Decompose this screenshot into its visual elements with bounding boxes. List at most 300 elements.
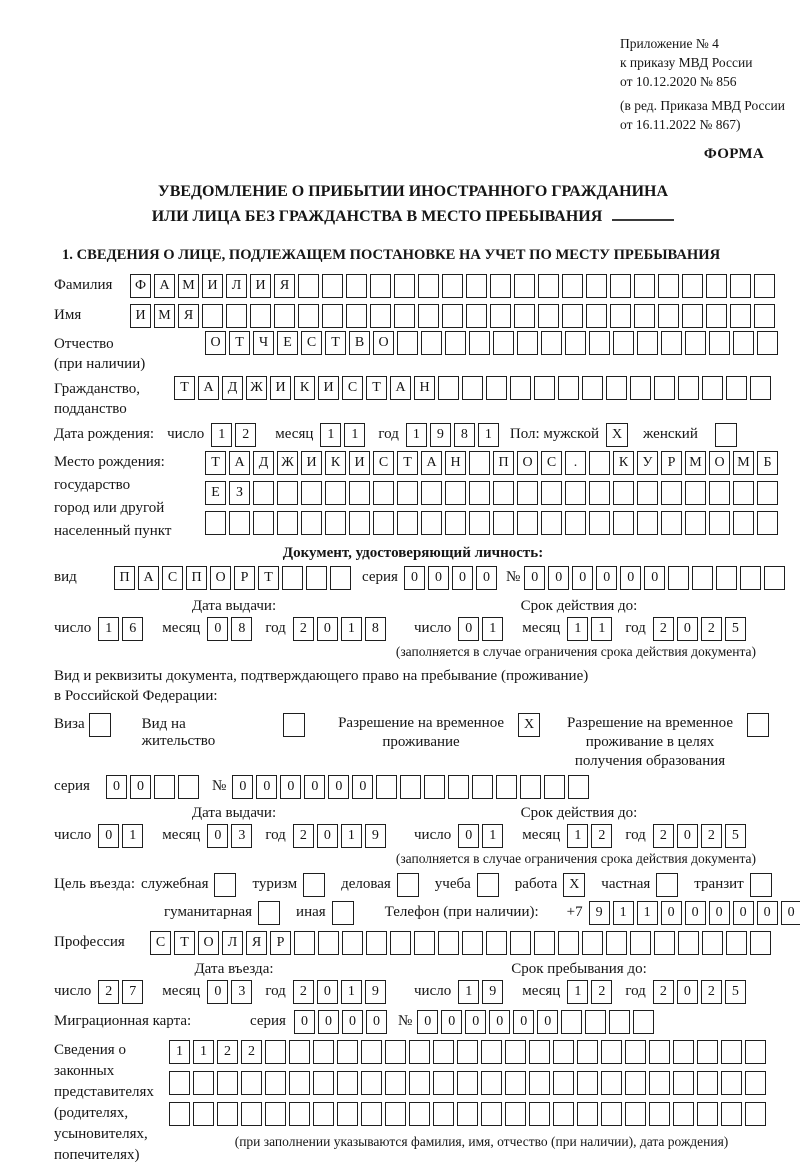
form-cell[interactable] xyxy=(289,1071,310,1095)
form-cell[interactable] xyxy=(448,775,469,799)
form-cell[interactable]: Л xyxy=(226,274,247,298)
form-cell[interactable]: 0 xyxy=(352,775,373,799)
form-cell[interactable] xyxy=(613,331,634,355)
form-cell[interactable] xyxy=(517,331,538,355)
form-cell[interactable] xyxy=(721,1040,742,1064)
form-cell[interactable] xyxy=(673,1102,694,1126)
form-cell[interactable] xyxy=(253,511,274,535)
form-cell[interactable] xyxy=(202,304,223,328)
form-cell[interactable] xyxy=(154,775,175,799)
form-cell[interactable] xyxy=(568,775,589,799)
form-cell[interactable] xyxy=(656,873,678,897)
form-cell[interactable] xyxy=(445,331,466,355)
form-cell[interactable] xyxy=(366,931,387,955)
form-cell[interactable]: Л xyxy=(222,931,243,955)
form-cell[interactable] xyxy=(553,1071,574,1095)
form-cell[interactable]: 2 xyxy=(293,980,314,1004)
form-cell[interactable] xyxy=(589,481,610,505)
form-cell[interactable]: 1 xyxy=(591,617,612,641)
form-cell[interactable]: Т xyxy=(397,451,418,475)
form-cell[interactable]: Ж xyxy=(277,451,298,475)
form-cell[interactable] xyxy=(349,511,370,535)
form-cell[interactable] xyxy=(433,1071,454,1095)
form-cell[interactable] xyxy=(733,511,754,535)
form-cell[interactable] xyxy=(754,274,775,298)
form-cell[interactable]: С xyxy=(162,566,183,590)
form-cell[interactable]: 0 xyxy=(677,980,698,1004)
form-cell[interactable] xyxy=(565,481,586,505)
form-cell[interactable]: С xyxy=(541,451,562,475)
form-cell[interactable]: О xyxy=(205,331,226,355)
form-cell[interactable]: П xyxy=(114,566,135,590)
form-cell[interactable] xyxy=(342,931,363,955)
form-cell[interactable]: Д xyxy=(253,451,274,475)
form-cell[interactable]: С xyxy=(373,451,394,475)
form-cell[interactable] xyxy=(457,1102,478,1126)
form-cell[interactable] xyxy=(715,423,737,447)
form-cell[interactable] xyxy=(481,1071,502,1095)
form-cell[interactable] xyxy=(397,331,418,355)
form-cell[interactable] xyxy=(661,331,682,355)
form-cell[interactable]: 2 xyxy=(98,980,119,1004)
form-cell[interactable] xyxy=(390,931,411,955)
form-cell[interactable] xyxy=(496,775,517,799)
form-cell[interactable] xyxy=(469,481,490,505)
form-cell[interactable]: 0 xyxy=(106,775,127,799)
form-cell[interactable] xyxy=(558,376,579,400)
form-cell[interactable] xyxy=(89,713,111,737)
form-cell[interactable]: 0 xyxy=(207,980,228,1004)
form-cell[interactable]: 0 xyxy=(733,901,754,925)
form-cell[interactable]: 0 xyxy=(232,775,253,799)
form-cell[interactable] xyxy=(394,304,415,328)
form-cell[interactable] xyxy=(692,566,713,590)
form-cell[interactable] xyxy=(466,304,487,328)
form-cell[interactable] xyxy=(346,274,367,298)
form-cell[interactable] xyxy=(697,1102,718,1126)
form-cell[interactable] xyxy=(258,901,280,925)
form-cell[interactable] xyxy=(385,1071,406,1095)
form-cell[interactable] xyxy=(514,304,535,328)
form-cell[interactable] xyxy=(466,274,487,298)
form-cell[interactable]: 0 xyxy=(537,1010,558,1034)
form-cell[interactable]: А xyxy=(154,274,175,298)
form-cell[interactable]: 1 xyxy=(567,824,588,848)
form-cell[interactable] xyxy=(658,274,679,298)
form-cell[interactable]: Р xyxy=(270,931,291,955)
form-cell[interactable]: 2 xyxy=(653,617,674,641)
form-cell[interactable] xyxy=(685,511,706,535)
form-cell[interactable] xyxy=(654,376,675,400)
form-cell[interactable] xyxy=(325,511,346,535)
form-cell[interactable]: 2 xyxy=(591,824,612,848)
form-cell[interactable] xyxy=(541,481,562,505)
form-cell[interactable]: 0 xyxy=(458,824,479,848)
form-cell[interactable] xyxy=(438,376,459,400)
form-cell[interactable] xyxy=(306,566,327,590)
form-cell[interactable] xyxy=(649,1071,670,1095)
form-cell[interactable] xyxy=(298,274,319,298)
form-cell[interactable] xyxy=(490,304,511,328)
form-cell[interactable] xyxy=(562,304,583,328)
form-cell[interactable] xyxy=(634,274,655,298)
form-cell[interactable]: 7 xyxy=(122,980,143,1004)
form-cell[interactable] xyxy=(702,376,723,400)
form-cell[interactable] xyxy=(613,511,634,535)
form-cell[interactable] xyxy=(649,1102,670,1126)
form-cell[interactable]: Ч xyxy=(253,331,274,355)
form-cell[interactable]: 1 xyxy=(567,617,588,641)
form-cell[interactable] xyxy=(534,931,555,955)
form-cell[interactable] xyxy=(544,775,565,799)
form-cell[interactable]: 2 xyxy=(653,824,674,848)
form-cell[interactable] xyxy=(538,274,559,298)
form-cell[interactable] xyxy=(370,304,391,328)
form-cell[interactable]: 1 xyxy=(341,617,362,641)
form-cell[interactable]: К xyxy=(325,451,346,475)
form-cell[interactable]: 0 xyxy=(317,617,338,641)
form-cell[interactable] xyxy=(577,1102,598,1126)
form-cell[interactable]: 1 xyxy=(482,617,503,641)
form-cell[interactable] xyxy=(606,931,627,955)
form-cell[interactable] xyxy=(361,1071,382,1095)
form-cell[interactable]: М xyxy=(154,304,175,328)
form-cell[interactable] xyxy=(346,304,367,328)
form-cell[interactable]: 2 xyxy=(701,824,722,848)
form-cell[interactable]: 5 xyxy=(725,980,746,1004)
form-cell[interactable] xyxy=(678,376,699,400)
form-cell[interactable]: 0 xyxy=(644,566,665,590)
form-cell[interactable] xyxy=(169,1071,190,1095)
form-cell[interactable] xyxy=(730,274,751,298)
form-cell[interactable] xyxy=(481,1102,502,1126)
form-cell[interactable] xyxy=(414,931,435,955)
form-cell[interactable]: 0 xyxy=(207,617,228,641)
form-cell[interactable] xyxy=(658,304,679,328)
form-cell[interactable] xyxy=(493,331,514,355)
form-cell[interactable]: 0 xyxy=(458,617,479,641)
form-cell[interactable]: 2 xyxy=(701,980,722,1004)
form-cell[interactable] xyxy=(601,1102,622,1126)
form-cell[interactable] xyxy=(726,376,747,400)
form-cell[interactable]: 0 xyxy=(489,1010,510,1034)
form-cell[interactable] xyxy=(733,481,754,505)
form-cell[interactable]: 0 xyxy=(596,566,617,590)
form-cell[interactable] xyxy=(754,304,775,328)
form-cell[interactable] xyxy=(633,1010,654,1034)
form-cell[interactable]: 5 xyxy=(725,617,746,641)
form-cell[interactable]: 0 xyxy=(417,1010,438,1034)
form-cell[interactable]: 0 xyxy=(207,824,228,848)
form-cell[interactable] xyxy=(301,511,322,535)
form-cell[interactable] xyxy=(217,1102,238,1126)
form-cell[interactable] xyxy=(745,1102,766,1126)
form-cell[interactable] xyxy=(565,331,586,355)
form-cell[interactable]: 3 xyxy=(231,980,252,1004)
form-cell[interactable] xyxy=(193,1071,214,1095)
form-cell[interactable] xyxy=(582,376,603,400)
form-cell[interactable]: К xyxy=(294,376,315,400)
form-cell[interactable]: 0 xyxy=(685,901,706,925)
form-cell[interactable]: 0 xyxy=(342,1010,363,1034)
form-cell[interactable] xyxy=(277,511,298,535)
form-cell[interactable]: 8 xyxy=(365,617,386,641)
form-cell[interactable] xyxy=(313,1040,334,1064)
form-cell[interactable]: 5 xyxy=(725,824,746,848)
form-cell[interactable] xyxy=(637,511,658,535)
form-cell[interactable] xyxy=(764,566,785,590)
form-cell[interactable]: П xyxy=(186,566,207,590)
form-cell[interactable] xyxy=(661,481,682,505)
form-cell[interactable]: 6 xyxy=(122,617,143,641)
form-cell[interactable] xyxy=(241,1102,262,1126)
form-cell[interactable] xyxy=(625,1102,646,1126)
form-cell[interactable] xyxy=(505,1040,526,1064)
form-cell[interactable] xyxy=(589,331,610,355)
form-cell[interactable] xyxy=(634,304,655,328)
form-cell[interactable]: И xyxy=(349,451,370,475)
form-cell[interactable]: 2 xyxy=(235,423,256,447)
form-cell[interactable] xyxy=(370,274,391,298)
form-cell[interactable]: 0 xyxy=(441,1010,462,1034)
form-cell[interactable] xyxy=(385,1102,406,1126)
form-cell[interactable]: 0 xyxy=(661,901,682,925)
form-cell[interactable]: 9 xyxy=(589,901,610,925)
form-cell[interactable] xyxy=(706,304,727,328)
form-cell[interactable] xyxy=(577,1071,598,1095)
form-cell[interactable]: И xyxy=(202,274,223,298)
form-cell[interactable] xyxy=(757,511,778,535)
form-cell[interactable] xyxy=(472,775,493,799)
form-cell[interactable]: Н xyxy=(414,376,435,400)
form-cell[interactable] xyxy=(481,1040,502,1064)
form-cell[interactable] xyxy=(585,1010,606,1034)
form-cell[interactable]: 1 xyxy=(406,423,427,447)
form-cell[interactable] xyxy=(561,1010,582,1034)
form-cell[interactable]: 0 xyxy=(304,775,325,799)
form-cell[interactable] xyxy=(418,304,439,328)
form-cell[interactable]: Т xyxy=(205,451,226,475)
form-cell[interactable] xyxy=(445,481,466,505)
form-cell[interactable] xyxy=(654,931,675,955)
form-cell[interactable]: О xyxy=(373,331,394,355)
form-cell[interactable] xyxy=(541,511,562,535)
form-cell[interactable] xyxy=(750,873,772,897)
form-cell[interactable] xyxy=(601,1040,622,1064)
form-cell[interactable]: С xyxy=(342,376,363,400)
form-cell[interactable]: 1 xyxy=(193,1040,214,1064)
form-cell[interactable] xyxy=(625,1071,646,1095)
form-cell[interactable] xyxy=(424,775,445,799)
form-cell[interactable]: Ж xyxy=(246,376,267,400)
form-cell[interactable]: 3 xyxy=(231,824,252,848)
form-cell[interactable]: 9 xyxy=(482,980,503,1004)
form-cell[interactable] xyxy=(562,274,583,298)
form-cell[interactable]: 0 xyxy=(476,566,497,590)
form-cell[interactable] xyxy=(265,1102,286,1126)
form-cell[interactable] xyxy=(229,511,250,535)
form-cell[interactable] xyxy=(637,481,658,505)
form-cell[interactable]: 1 xyxy=(341,980,362,1004)
form-cell[interactable]: 8 xyxy=(454,423,475,447)
form-cell[interactable]: 1 xyxy=(98,617,119,641)
form-cell[interactable] xyxy=(178,775,199,799)
form-cell[interactable] xyxy=(277,481,298,505)
form-cell[interactable]: О xyxy=(709,451,730,475)
form-cell[interactable] xyxy=(265,1040,286,1064)
form-cell[interactable] xyxy=(205,511,226,535)
form-cell[interactable]: 0 xyxy=(317,824,338,848)
form-cell[interactable]: 0 xyxy=(620,566,641,590)
form-cell[interactable] xyxy=(517,481,538,505)
form-cell[interactable] xyxy=(400,775,421,799)
form-cell[interactable]: 0 xyxy=(677,824,698,848)
form-cell[interactable]: Д xyxy=(222,376,243,400)
form-cell[interactable]: 1 xyxy=(482,824,503,848)
form-cell[interactable] xyxy=(757,331,778,355)
form-cell[interactable] xyxy=(442,274,463,298)
form-cell[interactable] xyxy=(706,274,727,298)
form-cell[interactable] xyxy=(409,1071,430,1095)
form-cell[interactable]: 2 xyxy=(241,1040,262,1064)
form-cell[interactable] xyxy=(649,1040,670,1064)
form-cell[interactable] xyxy=(553,1040,574,1064)
form-cell[interactable] xyxy=(349,481,370,505)
form-cell[interactable]: 9 xyxy=(365,980,386,1004)
form-cell[interactable] xyxy=(565,511,586,535)
form-cell[interactable]: 2 xyxy=(653,980,674,1004)
form-cell[interactable] xyxy=(613,481,634,505)
form-cell[interactable] xyxy=(265,1071,286,1095)
form-cell[interactable] xyxy=(469,511,490,535)
form-cell[interactable]: 9 xyxy=(430,423,451,447)
form-cell[interactable]: В xyxy=(349,331,370,355)
form-cell[interactable] xyxy=(250,304,271,328)
form-cell[interactable] xyxy=(373,481,394,505)
form-cell[interactable]: Т xyxy=(229,331,250,355)
form-cell[interactable] xyxy=(457,1040,478,1064)
form-cell[interactable] xyxy=(332,901,354,925)
form-cell[interactable]: И xyxy=(250,274,271,298)
form-cell[interactable]: 2 xyxy=(591,980,612,1004)
form-cell[interactable] xyxy=(709,331,730,355)
form-cell[interactable] xyxy=(217,1071,238,1095)
form-cell[interactable] xyxy=(462,931,483,955)
form-cell[interactable] xyxy=(745,1040,766,1064)
form-cell[interactable] xyxy=(397,511,418,535)
form-cell[interactable] xyxy=(241,1071,262,1095)
form-cell[interactable] xyxy=(606,376,627,400)
form-cell[interactable] xyxy=(730,304,751,328)
form-cell[interactable] xyxy=(376,775,397,799)
form-cell[interactable]: Т xyxy=(258,566,279,590)
form-cell[interactable] xyxy=(274,304,295,328)
form-cell[interactable]: Т xyxy=(325,331,346,355)
form-cell[interactable]: М xyxy=(685,451,706,475)
form-cell[interactable]: 0 xyxy=(452,566,473,590)
form-cell[interactable] xyxy=(493,511,514,535)
form-cell[interactable]: 0 xyxy=(318,1010,339,1034)
form-cell[interactable]: 2 xyxy=(293,824,314,848)
form-cell[interactable] xyxy=(313,1071,334,1095)
form-cell[interactable] xyxy=(226,304,247,328)
form-cell[interactable]: 2 xyxy=(293,617,314,641)
form-cell[interactable]: М xyxy=(733,451,754,475)
form-cell[interactable] xyxy=(445,511,466,535)
form-cell[interactable]: 2 xyxy=(217,1040,238,1064)
form-cell[interactable]: А xyxy=(390,376,411,400)
form-cell[interactable] xyxy=(303,873,325,897)
form-cell[interactable]: 0 xyxy=(677,617,698,641)
form-cell[interactable] xyxy=(510,931,531,955)
form-cell[interactable] xyxy=(337,1071,358,1095)
form-cell[interactable] xyxy=(510,376,531,400)
form-cell[interactable] xyxy=(337,1040,358,1064)
form-cell[interactable]: Р xyxy=(234,566,255,590)
form-cell[interactable]: О xyxy=(210,566,231,590)
form-cell[interactable] xyxy=(709,511,730,535)
form-cell[interactable] xyxy=(697,1071,718,1095)
form-cell[interactable]: К xyxy=(613,451,634,475)
form-cell[interactable] xyxy=(558,931,579,955)
form-cell[interactable] xyxy=(421,511,442,535)
form-cell[interactable] xyxy=(330,566,351,590)
form-cell[interactable] xyxy=(520,775,541,799)
form-cell[interactable]: 1 xyxy=(458,980,479,1004)
form-cell[interactable]: Т xyxy=(174,376,195,400)
form-cell[interactable] xyxy=(630,931,651,955)
form-cell[interactable] xyxy=(433,1040,454,1064)
form-cell[interactable] xyxy=(577,1040,598,1064)
form-cell[interactable] xyxy=(609,1010,630,1034)
form-cell[interactable] xyxy=(514,274,535,298)
form-cell[interactable] xyxy=(538,304,559,328)
form-cell[interactable] xyxy=(294,931,315,955)
form-cell[interactable]: Б xyxy=(757,451,778,475)
form-cell[interactable] xyxy=(716,566,737,590)
form-cell[interactable] xyxy=(361,1102,382,1126)
form-cell[interactable]: 1 xyxy=(478,423,499,447)
form-cell[interactable]: 0 xyxy=(781,901,800,925)
form-cell[interactable]: 0 xyxy=(548,566,569,590)
form-cell[interactable] xyxy=(682,304,703,328)
form-cell[interactable] xyxy=(486,376,507,400)
form-cell[interactable] xyxy=(661,511,682,535)
form-cell[interactable] xyxy=(457,1071,478,1095)
form-cell[interactable] xyxy=(442,304,463,328)
form-cell[interactable] xyxy=(541,331,562,355)
form-cell[interactable]: 0 xyxy=(404,566,425,590)
form-cell[interactable] xyxy=(673,1071,694,1095)
form-cell[interactable] xyxy=(709,481,730,505)
form-cell[interactable] xyxy=(318,931,339,955)
form-cell[interactable]: Е xyxy=(205,481,226,505)
form-cell[interactable]: 1 xyxy=(344,423,365,447)
form-cell[interactable] xyxy=(610,304,631,328)
form-cell[interactable] xyxy=(289,1102,310,1126)
form-cell[interactable]: А xyxy=(198,376,219,400)
form-cell[interactable] xyxy=(337,1102,358,1126)
form-cell[interactable]: 0 xyxy=(709,901,730,925)
form-cell[interactable]: Я xyxy=(246,931,267,955)
form-cell[interactable] xyxy=(637,331,658,355)
form-cell[interactable] xyxy=(282,566,303,590)
form-cell[interactable] xyxy=(668,566,689,590)
form-cell[interactable]: 1 xyxy=(211,423,232,447)
form-cell[interactable]: X xyxy=(563,873,585,897)
form-cell[interactable]: 1 xyxy=(320,423,341,447)
form-cell[interactable] xyxy=(589,451,610,475)
